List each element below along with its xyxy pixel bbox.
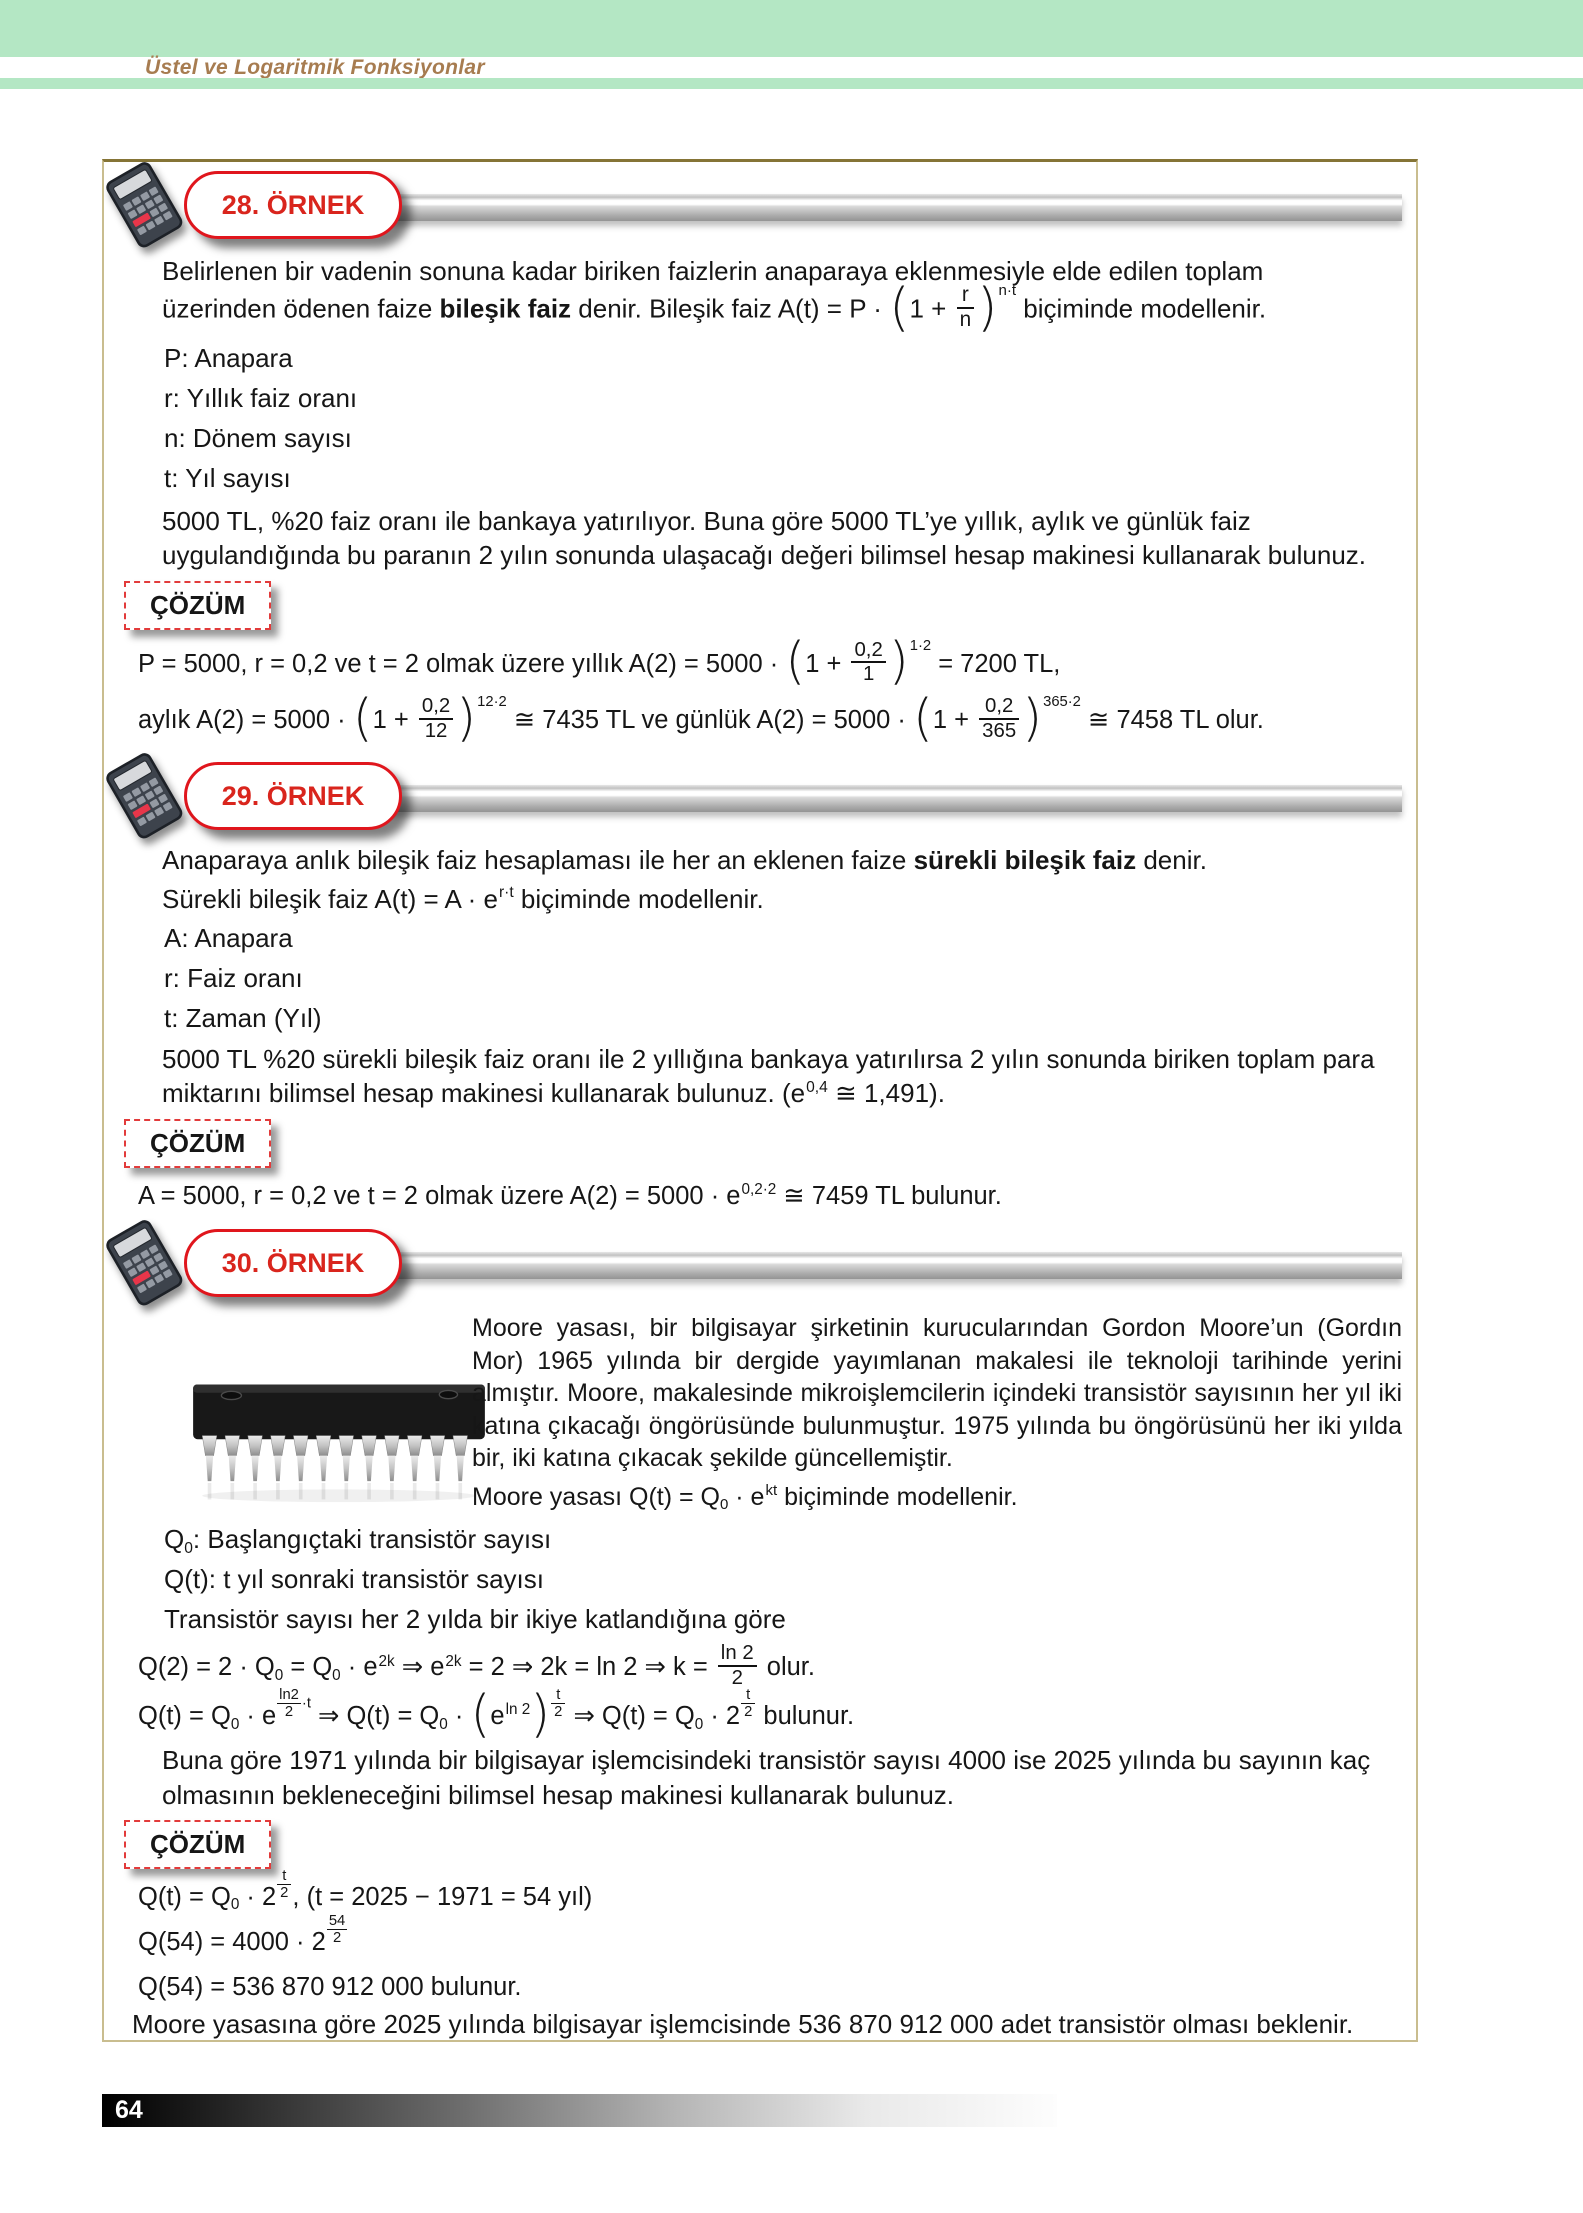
solution-label: ÇÖZÜM: [150, 1828, 246, 1859]
moore-section: [104, 1304, 1416, 1513]
intro-paragraph: Anaparaya anlık bileşik faiz hesaplaması ile her an eklenen faize sürekli bileşik faiz denir.: [162, 845, 1207, 876]
example-28-section: [104, 168, 1416, 749]
definition-line: Transistör sayısı her 2 yılda bir ikiye katlandığına göre: [164, 1604, 786, 1635]
definition-line: P: Anapara: [164, 342, 293, 373]
formula-line: Q(54) = 4000 · 2 $\frac{54}{2}$: [138, 1912, 346, 1956]
example-badge-label: 29. ÖRNEK: [221, 780, 365, 811]
definition-line: r: Faiz oranı: [164, 962, 303, 993]
formula-line: aylık A(2) = 5000 · (1 + $\frac{0,2}{12}$ )$^{12\cdot 2}$ ≅ 7435 TL ve günlük A(2) = 5000 · (1 + $\frac{0,2}{365}$ )$^{365\cdot 2}$ ≅ 7458 TL olur.: [138, 688, 1264, 748]
definition-line: t: Yıl sayısı: [164, 463, 291, 493]
chapter-title-strip: [0, 57, 1583, 78]
definition-line: n: Dönem sayısı: [164, 422, 352, 453]
formula-line: P = 5000, r = 0,2 ve t = 2 olmak üzere yıllık A(2) = 5000 · (1 + $\frac{0,2}{1}$ )$^{1\cdot 2}$ = 7200 TL,: [138, 632, 1061, 692]
solution-label: ÇÖZÜM: [150, 589, 246, 620]
model-formula-line: Sürekli bileşik faiz $A(t) = A \cdot e^{r\cdot t}$ biçiminde modellenir.: [162, 883, 764, 914]
definition-line: Q(t): t yıl sonraki transistör sayısı: [164, 1564, 544, 1595]
formula-line: $Q(2) = 2 \cdot Q0 = Q0 \cdot e^{2k}$ ⇒ $e^{2k} = 2$ ⇒ 2k = ln 2 ⇒ k = $\frac{\ln 2}{2}$ olur.: [138, 1642, 815, 1689]
calculator-icon: [102, 749, 192, 849]
moore-paragraph: Moore yasası, bir bilgisayar şirketinin kurucularından Gordon Moore’un (Gordın Mor) 1965 yılında bir dergide yayımlanan makalesi ile teknoloji tarihinde yerini almıştır. Moore, makalesinde mikroişlemcilerin içindeki transistör sayısının her yıl iki katına çıkacağı öngörüsünde bulunmuştur. 1975 yılında bu öngörüsünü her iki yılda bir, iki katına çıkacak şekilde güncellemiştir.: [472, 1314, 1402, 1473]
definition-line: r: Yıllık faiz oranı: [164, 382, 358, 413]
example-badge-label: 28. ÖRNEK: [221, 189, 365, 220]
header-rule-bar: [252, 1252, 1402, 1279]
page-number-bar: [102, 2094, 1057, 2127]
formula-line: Q(54) = 536 870 912 000 bulunur.: [138, 1972, 522, 2001]
definition-line: t: Zaman (Yıl): [164, 1002, 322, 1033]
example-30-header: [104, 1226, 1416, 1300]
solution-heading: [124, 581, 271, 630]
example-29-section: [104, 759, 1416, 1214]
microchip-image: [104, 1304, 472, 1513]
problem-paragraph: Buna göre 1971 yılında bir bilgisayar işlemcisindeki transistör sayısı 4000 ise 2025 yılında bu sayının kaç olmasının bekleneceğini bilimsel hesap makinesi kullanarak bulunuz.: [162, 1745, 1371, 1810]
example-28-header: [104, 168, 1416, 242]
chapter-title: Üstel ve Logaritmik Fonksiyonlar: [145, 55, 485, 79]
problem-paragraph: 5000 TL %20 sürekli bileşik faiz oranı ile 2 yıllığına bankaya yatırılırsa 2 yılın sonunda biriken toplam para miktarını bilimsel hesap makinesi kullanarak bulunuz. ($e^{0,4}$ ≅ 1,491).: [162, 1044, 1375, 1109]
solution-label: ÇÖZÜM: [150, 1127, 246, 1158]
header-rule-bar: [252, 194, 1402, 221]
solution-heading: [124, 1119, 271, 1168]
definition-line: A: Anapara: [164, 922, 293, 953]
example-28-badge: [184, 171, 402, 239]
definition-line: Q0: Başlangıçtaki transistör sayısı: [164, 1524, 552, 1558]
example-30-badge: [184, 1229, 402, 1297]
example-29-header: [104, 759, 1416, 833]
conclusion-paragraph: Moore yasasına göre 2025 yılında bilgisayar işlemcisinde 536 870 912 000 adet transistör olması beklenir.: [132, 2009, 1354, 2040]
header-rule-bar: [252, 785, 1402, 812]
example-30-section: [104, 1226, 1416, 2041]
calculator-icon: [102, 1216, 192, 1316]
moore-model-line: Moore yasası $Q(t) = Q0 \cdot e^{kt}$ biçiminde modellenir.: [472, 1482, 1018, 1514]
content-box: [102, 159, 1418, 2042]
page-number: 64: [115, 2096, 143, 2124]
calculator-icon: [102, 159, 192, 258]
header-green-strip: [0, 78, 1583, 89]
solution-heading: [124, 1820, 271, 1869]
formula-line: A = 5000, r = 0,2 ve t = 2 olmak üzere $A(2) = 5000 \cdot e^{0,2\cdot 2}$ ≅ 7459 TL bulunur.: [138, 1180, 1002, 1210]
formula-line: Q(t) = Q0 · e $\frac{\ln 2}{2}$ ·t ⇒ $Q(t) = Q0 \cdot (e^{ln 2})$ $\frac{t}{2}$ ⇒ Q(t) = Q0 · 2 $\frac{t}{2}$ bulunur.: [138, 1684, 855, 1744]
intro-paragraph: Belirlenen bir vadenin sonuna kadar biriken faizlerin anaparaya eklenmesiyle elde edilen toplam üzerinden ödenen faize bileşik faiz denir. Bileşik faiz A(t) = P · (1 + $\frac{r}{n}$ )$^{n\cdot t}$ biçiminde modellenir.: [162, 256, 1267, 339]
example-29-badge: [184, 762, 402, 830]
example-badge-label: 30. ÖRNEK: [221, 1247, 365, 1278]
moore-text-column: [472, 1304, 1402, 1513]
problem-paragraph: 5000 TL, %20 faiz oranı ile bankaya yatırılıyor. Buna göre 5000 TL’ye yıllık, aylık ve günlük faiz uygulandığında bu paranın 2 yılın sonunda ulaşacağı değeri bilimsel hesap makinesi kullanarak bulunuz.: [162, 506, 1367, 571]
formula-line: Q(t) = Q0 · 2 $\frac{t}{2}$ , (t = 2025 − 1971 = 54 yıl): [138, 1867, 593, 1914]
header-green-band: [0, 0, 1583, 57]
